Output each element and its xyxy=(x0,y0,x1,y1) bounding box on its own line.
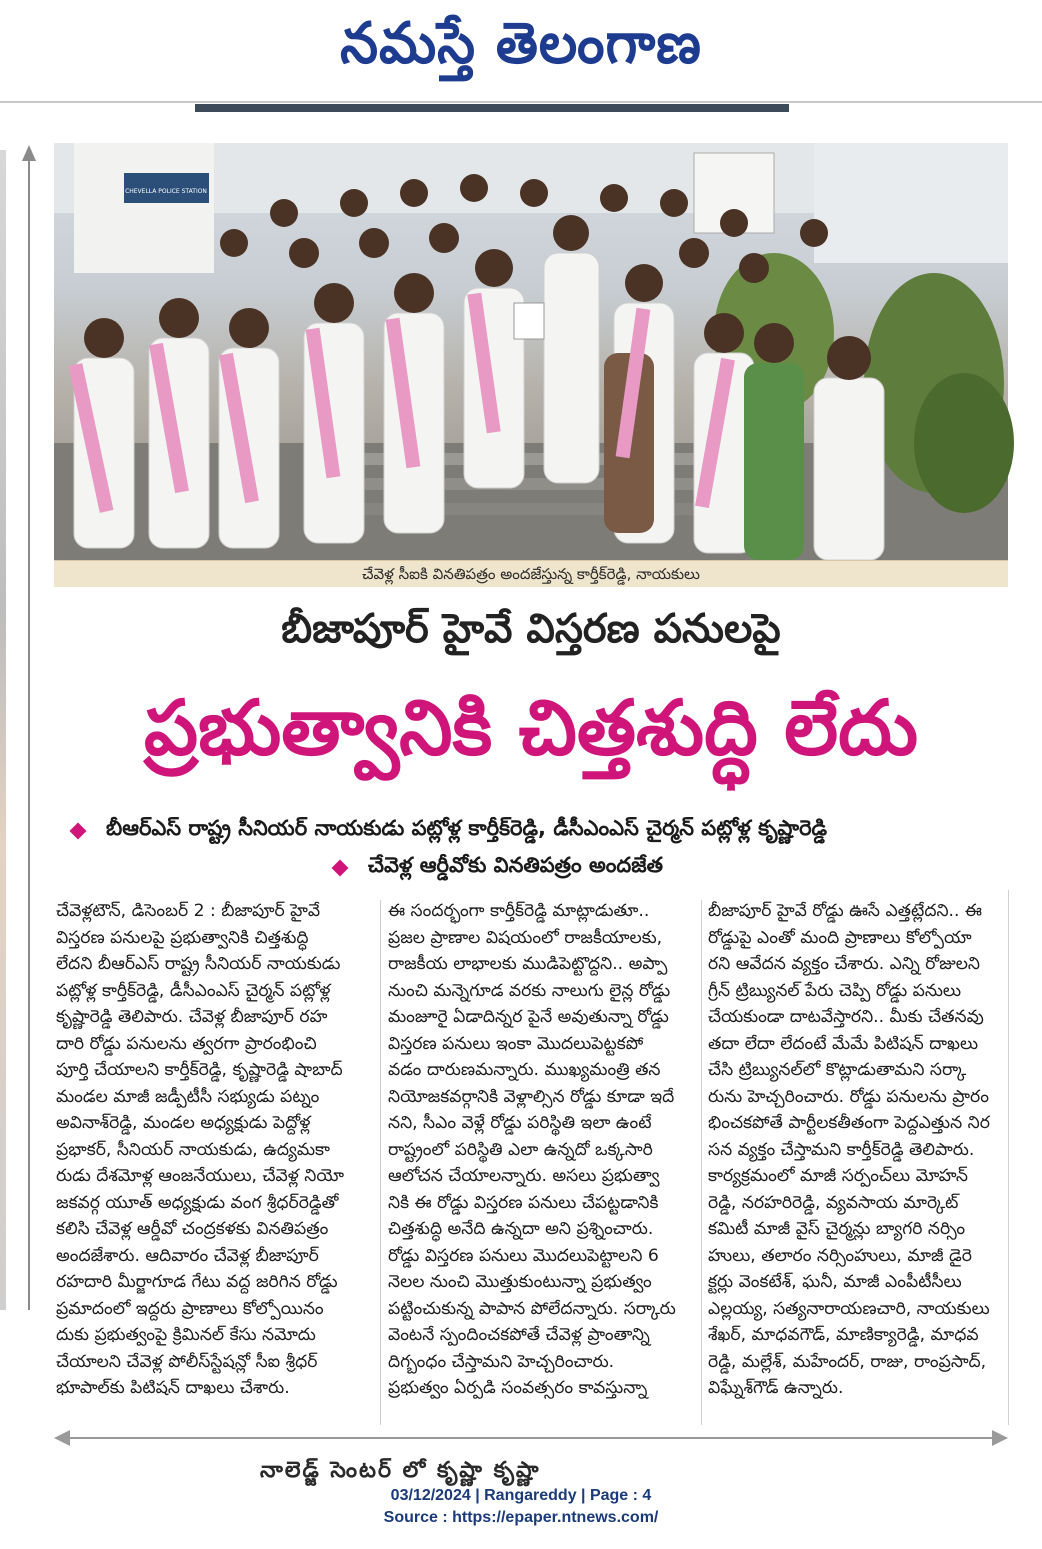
article-text-line: వెంటనే స్పందించకపోతే చేవెళ్ల ప్రాంతాన్ని xyxy=(388,1325,650,1345)
article-text-line: నియోజకవర్గానికి వెళ్లాల్సిన రోడ్డు కూడా ఇదే xyxy=(388,1086,675,1107)
vertical-arrow-icon xyxy=(22,145,36,1310)
article-headline: ప్రభుత్వానికి చిత్తశుద్ధి లేదు xyxy=(143,683,919,772)
article-text-line: కలిసి చేవెళ్ల ఆర్డీవో చంద్రకళకు వినతిపత్రం xyxy=(56,1219,329,1239)
article-text-line: ఈ సందర్భంగా కార్తీక్‌రెడ్డి మాట్లాడుతూ.. xyxy=(388,901,650,921)
article-text-line: రెడ్డి, మల్లేశ్‌, మహేందర్‌, రాజు, రాంప్రసాద్‌, xyxy=(708,1351,987,1372)
article-text-line: దారి రోడ్డు పనులను త్వరగా ప్రారంభించి xyxy=(56,1033,317,1054)
article-text-line: రెడ్డి, నరహరిరెడ్డి, వ్యవసాయ మార్కెట్‌ xyxy=(708,1192,959,1213)
edition-info: 03/12/2024 | Rangareddy | Page : 4 xyxy=(390,1487,652,1504)
article-text-line: మండల మాజీ జడ్పీటీసీ సభ్యుడు పట్నం xyxy=(56,1086,320,1107)
diamond-bullet-icon xyxy=(70,823,87,840)
petition-paper xyxy=(514,303,544,339)
summary-bullet xyxy=(334,851,663,885)
article-text-line: పట్లోళ్ల కార్తీక్‌రెడ్డి, డీసీఎంఎస్‌ చైర్మన్‌ పట్లోళ్ల xyxy=(56,980,331,1001)
article-column-2 xyxy=(388,898,696,1428)
article-text-line: రహదారి మీర్జాగూడ గేటు వద్ద జరిగిన రోడ్డు xyxy=(56,1272,338,1292)
article-text-line: వడం దారుణమన్నారు. ముఖ్యమంత్రి తన xyxy=(388,1060,661,1080)
article-text-line: హులు, తలారం నర్సింహులు, మాజీ డైరె xyxy=(708,1245,972,1266)
article-text-line: నుంచి మన్నెగూడ వరకు నాలుగు లైన్ల రోడ్డు xyxy=(388,980,671,1001)
masthead-rule xyxy=(0,101,1042,103)
article-text-line: సన వ్యక్తం చేస్తామని కార్తీక్‌రెడ్డి తెలిపారు. xyxy=(708,1139,975,1160)
article-column-3 xyxy=(708,898,1004,1428)
article-text-line: నికి ఈ రోడ్డు విస్తరణ పనులు చేపట్టడానికి xyxy=(388,1192,659,1213)
article-text-line: ప్రజల ప్రాణాల విషయంలో రాజకీయాలకు, xyxy=(388,927,663,948)
article-text-line: మంజూరై ఏడాదిన్నర పైనే అవుతున్నా రోడ్డు xyxy=(388,1007,669,1027)
article-text-line: దిగ్బంధం చేస్తామని హెచ్చరించారు. xyxy=(388,1351,615,1372)
article-text-line: క్టర్లు వెంకటేశ్‌, ఘనీ, మాజీ ఎంపీటీసీలు xyxy=(708,1272,962,1292)
article-text-line: లేదని బీఆర్‌ఎస్‌ రాష్ట్ర సీనియర్‌ నాయకుడు xyxy=(56,954,341,974)
article-text-line: ప్రభాకర్‌, సీనియర్‌ నాయకుడు, ఉద్యమకా xyxy=(56,1139,330,1160)
article-text-line: ఆలోచన చేయాలన్నారు. అసలు ప్రభుత్వా xyxy=(388,1166,660,1186)
article-text-line: ప్రభుత్వం ఏర్పడి సంవత్సరం కావస్తున్నా xyxy=(388,1378,648,1398)
source-link[interactable]: Source : https://epaper.ntnews.com/ xyxy=(383,1509,659,1526)
masthead xyxy=(0,0,1042,100)
article-text-line: భూపాల్‌కు పిటిషన్‌ దాఖలు చేశారు. xyxy=(56,1378,290,1398)
article-text-line: శేఖర్‌, మాధవగౌడ్‌, మాణిక్యారెడ్డి, మాధవ xyxy=(708,1325,979,1345)
article-text-line: భించకపోతే పార్టీలకతీతంగా పెద్దఎత్తున నిర xyxy=(708,1113,990,1133)
article-text-line: చిత్తశుద్ధి అనేది ఉన్నదా అని ప్రశ్నించారు. xyxy=(388,1219,654,1239)
svg-text:CHEVELLA POLICE STATION: CHEVELLA POLICE STATION xyxy=(125,188,207,195)
article-text-line: తదా లేదా లేదంటే మేమే పిటిషన్‌ దాఖలు xyxy=(708,1033,979,1054)
article-text-line: పట్టించుకున్న పాపాన పోలేదన్నారు. సర్కారు xyxy=(388,1298,676,1319)
article-text-line: కార్యక్రమంలో మాజీ సర్పంచ్‌లు మోహన్‌ xyxy=(708,1166,968,1186)
article-text-line: గ్రీన్‌ ట్రిబ్యునల్‌ పేరు చెప్పి రోడ్డు పనులు xyxy=(708,980,962,1001)
article-text-line: రాష్ట్రంలో పరిస్థితి ఎలా ఉన్నదో ఒక్కసారి xyxy=(388,1139,653,1160)
article-text-line: అందజేశారు. ఆదివారం చేవెళ్ల బీజాపూర్‌ xyxy=(56,1245,319,1266)
group-photo-illustration xyxy=(54,143,1008,560)
masthead-bar xyxy=(195,104,789,112)
article-text-line: పూర్తి చేయాలని కార్తీక్‌రెడ్డి, కృష్ణారెడ్డి షాబాద్‌ xyxy=(56,1060,343,1080)
article-text-line: చేయకుండా దాటవేస్తారని.. మీకు చేతనవు xyxy=(708,1007,984,1027)
article-text-line: రుడు దేశమోళ్ల ఆంజనేయులు, చేవెళ్ల నియో xyxy=(56,1166,344,1186)
article-text-line: రాజకీయ లాభాలకు ముడిపెట్టొద్దని.. అప్పా xyxy=(388,954,668,974)
article-text-line: రని ఆవేదన వ్యక్తం చేశారు. ఎన్ని రోజులని xyxy=(708,954,980,974)
article-text-line: చేయాలని చేవెళ్ల పోలీస్‌స్టేషన్లో సీఐ శ్రీధర్‌ xyxy=(56,1351,318,1372)
page-footer xyxy=(0,1485,1042,1529)
article-text-line: రును హెచ్చరించారు. రోడ్డు పనులను ప్రారం xyxy=(708,1086,989,1107)
news-photo xyxy=(54,143,1008,560)
article-column-1 xyxy=(56,898,374,1428)
photo-caption: చేవెళ్ల సీఐకి వినతిపత్రం అందజేస్తున్న కార్తీక్‌రెడ్డి, నాయకులు xyxy=(54,560,1008,587)
article-text-line: ఎల్లయ్య, సత్యనారాయణచారి, నాయకులు xyxy=(708,1298,990,1319)
column-divider xyxy=(701,900,702,1425)
article-text-line: కమిటీ మాజీ వైస్‌ చైర్మన్లు బ్యాగరి నర్సిం xyxy=(708,1219,966,1239)
diamond-bullet-icon xyxy=(332,860,349,877)
article-text-line: దుకు ప్రభుత్వంపై క్రిమినల్‌ కేసు నమోదు xyxy=(56,1325,316,1345)
newspaper-title: నమస్తే తెలంగాణ xyxy=(340,9,702,76)
article-text-line: కృష్ణారెడ్డి తెలిపారు. చేవెళ్ల బీజాపూర్‌ రహ xyxy=(56,1007,328,1027)
article-text-line: రోడ్డుపై ఎంతో మంది ప్రాణాలు కోల్పోయా xyxy=(708,927,972,948)
column-divider xyxy=(380,900,381,1425)
article-text-line: విస్తరణ పనులు ఇంకా మొదలుపెట్టకపో xyxy=(388,1033,644,1054)
article-text-line: విస్తరణ పనులపై ప్రభుత్వానికి చిత్తశుద్ధి xyxy=(56,927,309,948)
article-text-line: బీజాపూర్‌ హైవే రోడ్డు ఊసే ఎత్తట్లేదని.. ఈ xyxy=(708,901,982,921)
bullet-text: బీఆర్‌ఎస్‌ రాష్ట్ర సీనియర్‌ నాయకుడు పట్లోళ్ల కార్తీక్‌రెడ్డి, డీసీఎంఎస్‌ చైర్మన్‌ పట్లోళ్ల కృష్ణారెడ్డి xyxy=(106,816,828,840)
article-text-line: అవినాశ్‌రెడ్డి, మండల అధ్యక్షుడు పెద్దోళ్ల xyxy=(56,1113,311,1133)
article-text-line: నని, సీఎం వెళ్లే రోడ్డు పరిస్థితి ఇలా ఉంటే xyxy=(388,1113,652,1133)
article-text-line: జకవర్గ యూత్‌ అధ్యక్షుడు వంగ శ్రీధర్‌రెడ్డితో xyxy=(56,1192,339,1213)
page-edge-rule xyxy=(1008,890,1009,1425)
next-article-headline-fragment: నాలెడ్జ్‌ సెంటర్‌ లో కృష్ణా కృష్ణా xyxy=(260,1458,541,1483)
article-text-line: ప్రమాదంలో ఇద్దరు ప్రాణాలు కోల్పోయినం xyxy=(56,1298,324,1319)
article-text-line: చేసి ట్రిబ్యునల్‌లో కొట్లాడుతామని సర్కా xyxy=(708,1060,967,1080)
article-text-line: నెలల నుంచి మొత్తుకుంటున్నా ప్రభుత్వం xyxy=(388,1272,652,1292)
bullet-text: చేవెళ్ల ఆర్డీవోకు వినతిపత్రం అందజేత xyxy=(368,853,663,877)
page-edge-strip xyxy=(0,150,6,1310)
article-kicker: బీజాపూర్‌ హైవే విస్తరణ పనులపై xyxy=(281,606,781,652)
horizontal-arrow-icon xyxy=(54,1430,1008,1446)
article-text-line: విఘ్నేశ్‌గౌడ్‌ ఉన్నారు. xyxy=(708,1378,844,1398)
summary-bullet xyxy=(72,814,827,848)
article-text-line: చేవెళ్లటౌన్‌, డిసెంబర్‌ 2 : బీజాపూర్‌ హైవే xyxy=(56,901,321,921)
article-text-line: రోడ్డు విస్తరణ పనులు మొదలుపెట్టాలని 6 xyxy=(388,1245,659,1266)
